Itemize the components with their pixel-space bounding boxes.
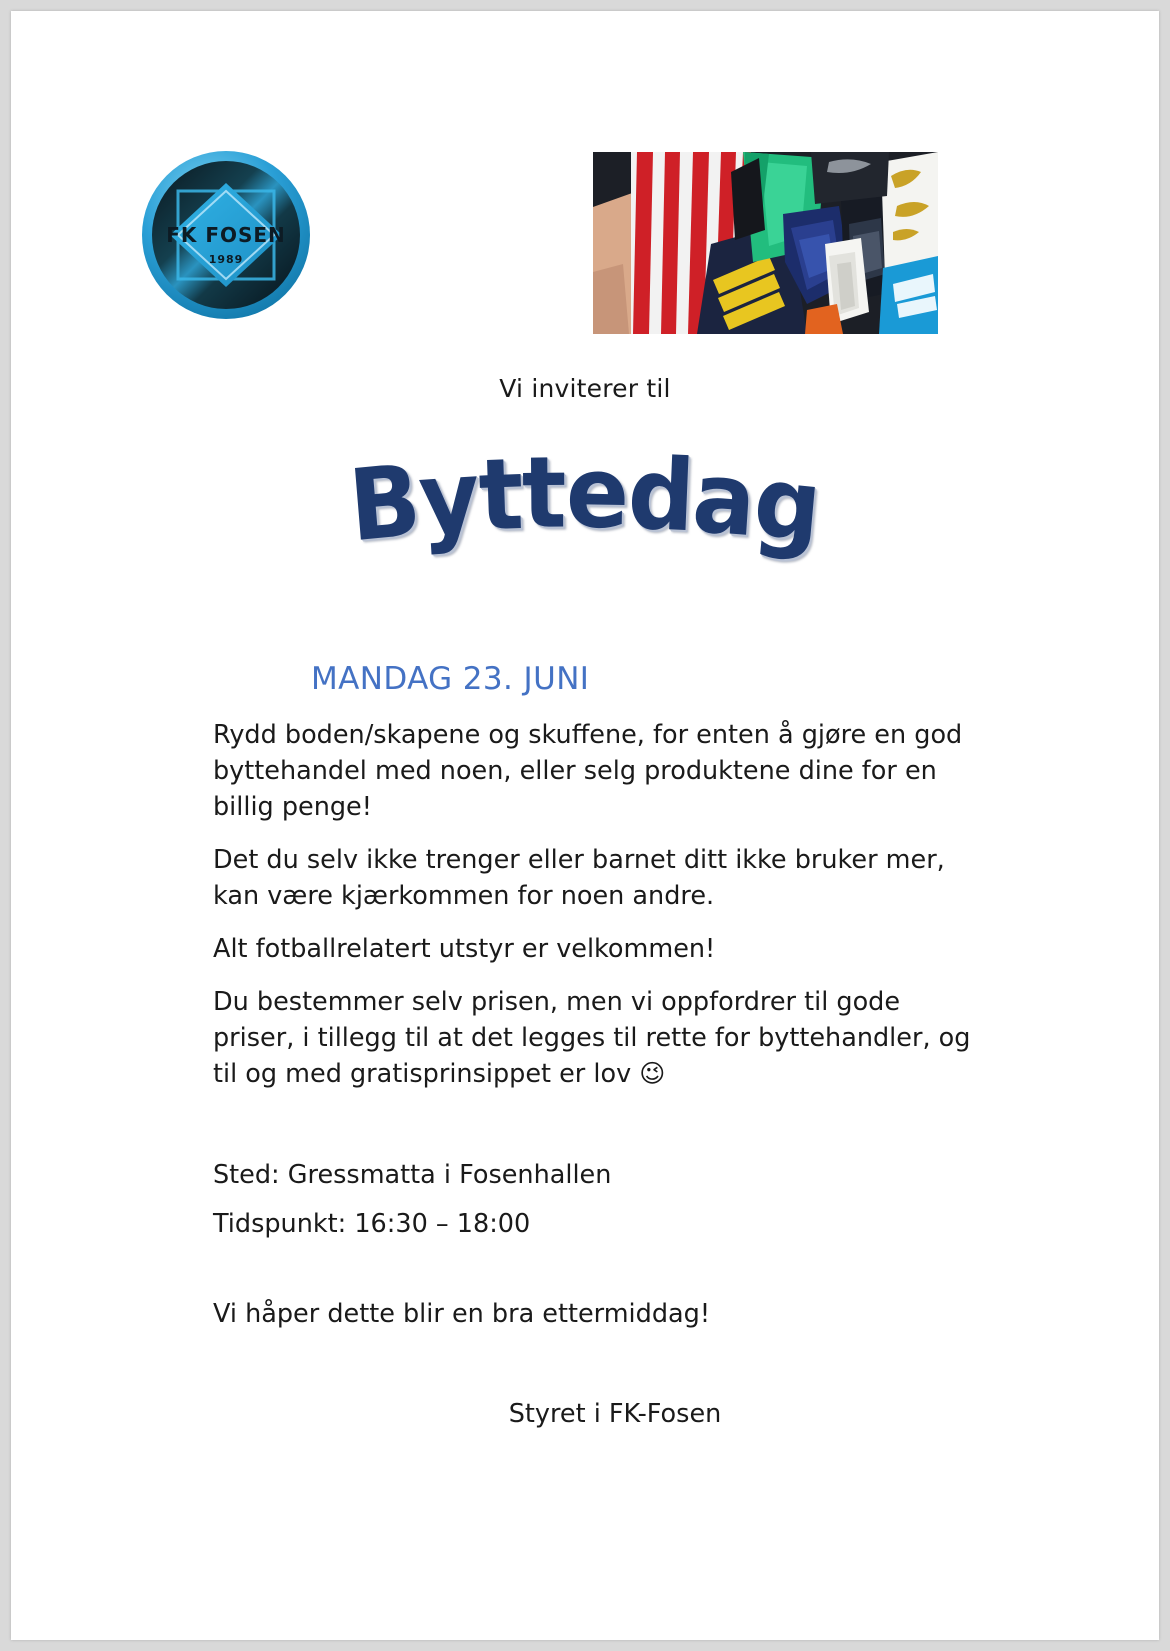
paragraph-unused-items: Det du selv ikke trenger eller barnet ditt ikke bruker mer, kan være kjærkommen for noen andre. bbox=[213, 845, 945, 911]
svg-text:FK FOSEN: FK FOSEN bbox=[166, 223, 286, 247]
flyer-page bbox=[11, 11, 1159, 1640]
title-letter: g bbox=[749, 444, 826, 565]
pricing-text: Du bestemmer selv prisen, men vi oppfordrer til gode priser, i tillegg til at det legges til rette for byttehandler, og til og med gratisprinsippet er lov bbox=[213, 987, 971, 1089]
title-letter: a bbox=[689, 439, 759, 559]
body-text bbox=[213, 717, 988, 1109]
svg-text:1989: 1989 bbox=[208, 253, 244, 266]
event-details bbox=[213, 1151, 988, 1249]
fk-fosen-logo bbox=[138, 139, 314, 331]
title-letter: e bbox=[564, 434, 629, 551]
title-letter: y bbox=[415, 438, 483, 558]
closing-line: Vi håper dette blir en bra ettermiddag! bbox=[213, 1299, 711, 1329]
event-place: Sted: Gressmatta i Fosenhallen bbox=[213, 1160, 612, 1190]
title-letter: B bbox=[345, 443, 425, 564]
header-band bbox=[11, 11, 1159, 341]
invite-line: Vi inviterer til bbox=[499, 374, 671, 403]
event-time: Tidspunkt: 16:30 – 18:00 bbox=[213, 1209, 531, 1239]
title-letter: t bbox=[476, 436, 525, 553]
paragraph-pricing bbox=[213, 984, 988, 1092]
sports-gear-pile-photo bbox=[593, 152, 938, 334]
page-title-text bbox=[345, 434, 826, 565]
signature-line: Styret i FK-Fosen bbox=[508, 1399, 722, 1429]
event-date: MANDAG 23. JUNI bbox=[311, 661, 590, 697]
winking-face-icon: 😉 bbox=[639, 1059, 666, 1088]
paragraph-cleanout: Rydd boden/skapene og skuffene, for enten å gjøre en god byttehandel med noen, eller selg produktene dine for en billig penge! bbox=[213, 720, 963, 822]
paragraph-all-gear-welcome: Alt fotballrelatert utstyr er velkommen! bbox=[213, 934, 716, 964]
title-letter: t bbox=[521, 435, 567, 551]
title-letter: d bbox=[625, 436, 696, 554]
page-title bbox=[11, 434, 1159, 571]
